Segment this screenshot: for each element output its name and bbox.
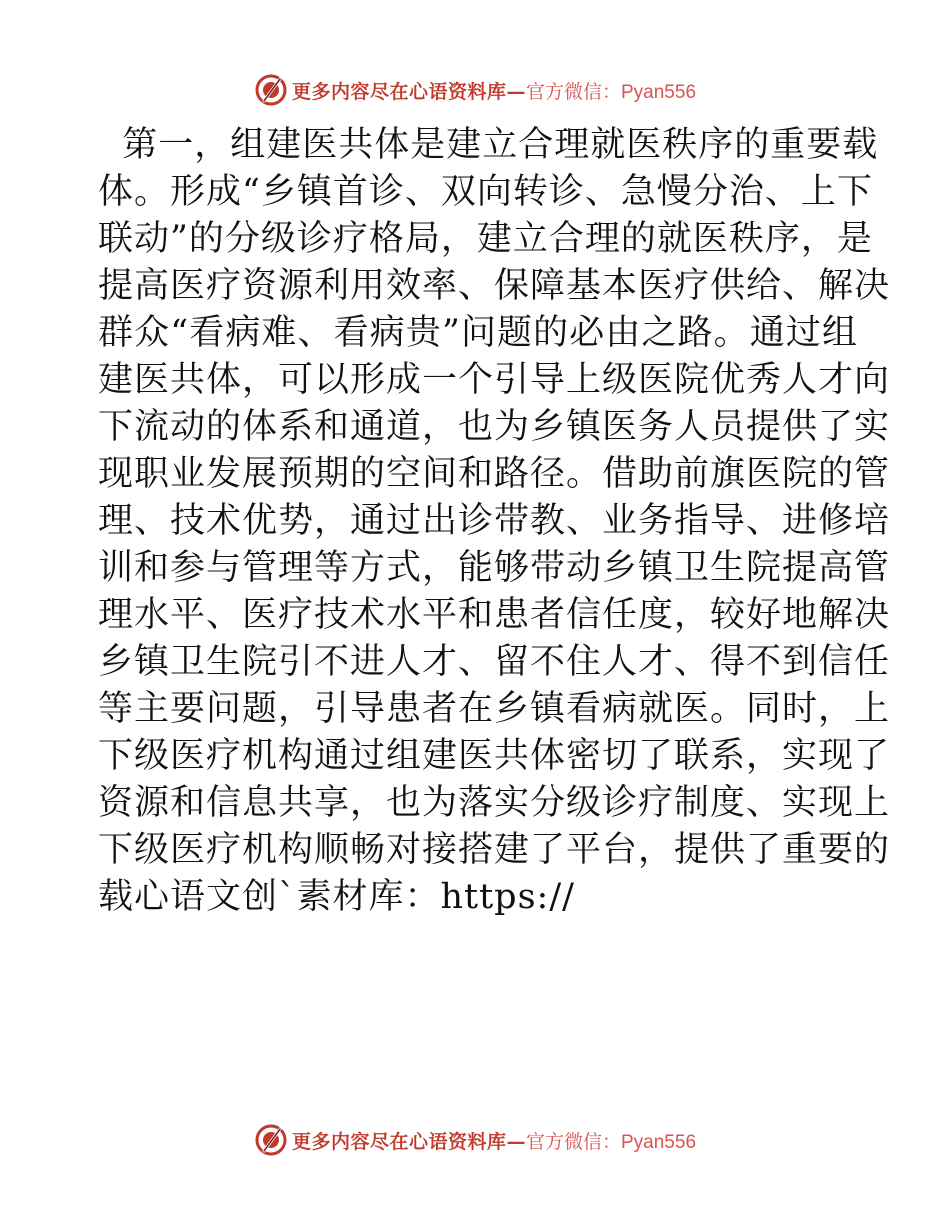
body-line: 等主要问题，引导患者在乡镇看病就医。同时，上 [98, 689, 891, 729]
body-line: 第一，组建医共体是建立合理就医秩序的重要载 [98, 125, 879, 165]
body-line: 群众“看病难、看病贵”问题的必由之路。通过组 [98, 313, 858, 353]
body-line: 联动”的分级诊疗格局，建立合理的就医秩序，是 [98, 219, 873, 259]
body-line: 载心语文创`素材库：https:// [98, 877, 575, 917]
pen-seal-icon [254, 73, 288, 107]
body-line: 理、技术优势，通过出诊带教、业务指导、进修培 [98, 501, 891, 541]
body-line: 乡镇卫生院引不进人才、留不住人才、得不到信任 [98, 642, 891, 682]
pen-seal-icon [254, 1123, 288, 1157]
footer-banner [0, 1120, 950, 1160]
header-wechat-text: 官方微信：Pyan556 [526, 81, 697, 103]
body-line: 下级医疗机构顺畅对接搭建了平台，提供了重要的 [98, 830, 891, 870]
body-line: 提高医疗资源利用效率、保障基本医疗供给、解决 [98, 266, 891, 306]
header-banner [0, 70, 950, 110]
footer-main-text: 更多内容尽在心语资料库— [291, 1130, 526, 1153]
header-main-text: 更多内容尽在心语资料库— [291, 80, 526, 103]
body-line: 理水平、医疗技术水平和患者信任度，较好地解决 [98, 595, 891, 635]
body-line: 建医共体，可以形成一个引导上级医院优秀人才向 [98, 360, 891, 400]
body-line: 下级医疗机构通过组建医共体密切了联系，实现了 [98, 736, 891, 776]
body-line: 训和参与管理等方式，能够带动乡镇卫生院提高管 [98, 548, 891, 588]
body-line: 现职业发展预期的空间和路径。借助前旗医院的管 [98, 454, 891, 494]
body-line: 体。形成“乡镇首诊、双向转诊、急慢分治、上下 [98, 172, 873, 212]
body-line: 资源和信息共享，也为落实分级诊疗制度、实现上 [98, 783, 891, 823]
document-body [98, 122, 891, 921]
footer-wechat-text: 官方微信：Pyan556 [526, 1131, 697, 1153]
body-line: 下流动的体系和通道，也为乡镇医务人员提供了实 [98, 407, 891, 447]
